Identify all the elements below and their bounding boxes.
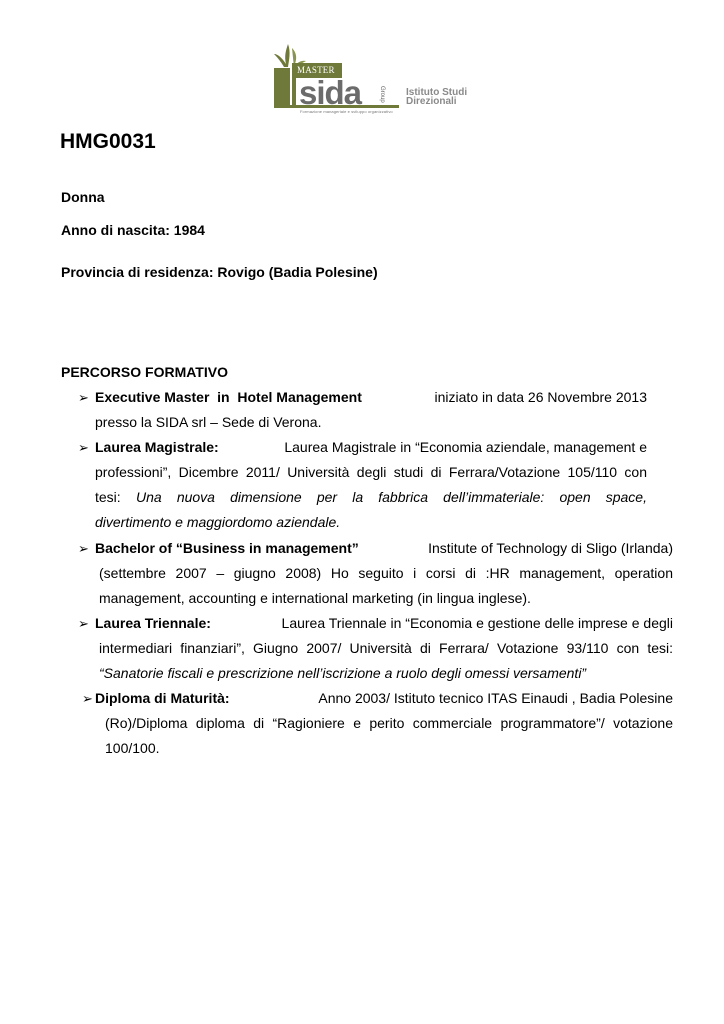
education-title: Executive Master in Hotel Management — [95, 389, 362, 405]
education-line — [95, 385, 647, 410]
birth-year-label: Anno di nascita: 1984 — [61, 222, 205, 238]
education-text: Laurea Magistrale in “Economia aziendale, management e — [284, 439, 647, 455]
sida-logo — [272, 42, 472, 118]
education-line: management, accounting e international marketing (in lingua inglese). — [99, 590, 531, 606]
education-text: tesi: — [95, 489, 121, 505]
education-line — [95, 611, 673, 636]
thesis-title: “Sanatorie fiscali e prescrizione nell’iscrizione a ruolo degli omessi versamenti” — [99, 665, 587, 681]
education-title: Laurea Magistrale: — [95, 439, 219, 455]
education-text: iniziato in data 26 Novembre 2013 — [434, 389, 647, 405]
profile-code: HMG0031 — [60, 130, 156, 153]
education-text: Institute of Technology di Sligo (Irlanda) — [428, 540, 673, 556]
education-line: intermediari finanziari”, Giugno 2007/ Università di Ferrara/ Votazione 93/110 con tesi: — [99, 640, 673, 656]
logo-master-text: MASTER — [297, 65, 335, 75]
education-item — [95, 686, 673, 761]
education-line — [95, 536, 673, 561]
thesis-title: Una nuova dimensione per la fabbrica dell’immateriale: open space, — [136, 489, 647, 505]
thesis-title: divertimento e maggiordomo aziendale. — [95, 514, 341, 530]
logo-vertical-text: Group — [379, 86, 385, 103]
education-line: professioni”, Dicembre 2011/ Università degli studi di Ferrara/Votazione 105/110 con — [95, 464, 647, 480]
education-title: Diploma di Maturità: — [95, 690, 230, 706]
bullet-arrow-icon: ➢ — [82, 691, 93, 706]
education-item — [95, 611, 673, 686]
education-line — [95, 686, 673, 711]
bullet-arrow-icon: ➢ — [78, 541, 89, 556]
bullet-arrow-icon: ➢ — [78, 440, 89, 455]
education-text: Anno 2003/ Istituto tecnico ITAS Einaudi , Badia Polesine — [318, 690, 673, 706]
bullet-arrow-icon: ➢ — [78, 390, 89, 405]
section-title: PERCORSO FORMATIVO — [61, 364, 228, 380]
education-line: (Ro)/Diploma diploma di “Ragioniere e perito commerciale programmatore”/ votazione — [105, 715, 673, 731]
logo-institute-line1: Istituto Studi — [406, 87, 468, 98]
logo-institute-line2: Direzionali — [406, 96, 457, 107]
education-line: 100/100. — [105, 740, 160, 756]
education-item — [95, 536, 673, 611]
education-title: Bachelor of “Business in management” — [95, 540, 359, 556]
province-label: Provincia di residenza: Rovigo (Badia Polesine) — [61, 264, 378, 280]
logo-tagline: Formazione manageriale e sviluppo organizzativo — [300, 109, 393, 114]
education-line: presso la SIDA srl – Sede di Verona. — [95, 414, 322, 430]
gender-label: Donna — [61, 189, 105, 205]
education-title: Laurea Triennale: — [95, 615, 211, 631]
education-line: (settembre 2007 – giugno 2008) Ho seguito i corsi di :HR management, operation — [99, 565, 673, 581]
education-item — [95, 435, 647, 535]
education-text: Laurea Triennale in “Economia e gestione delle imprese e degli — [281, 615, 673, 631]
logo-brand-text: sida — [299, 74, 362, 111]
education-line — [95, 485, 647, 510]
education-item — [95, 385, 647, 435]
bullet-arrow-icon: ➢ — [78, 616, 89, 631]
education-line — [95, 435, 647, 460]
